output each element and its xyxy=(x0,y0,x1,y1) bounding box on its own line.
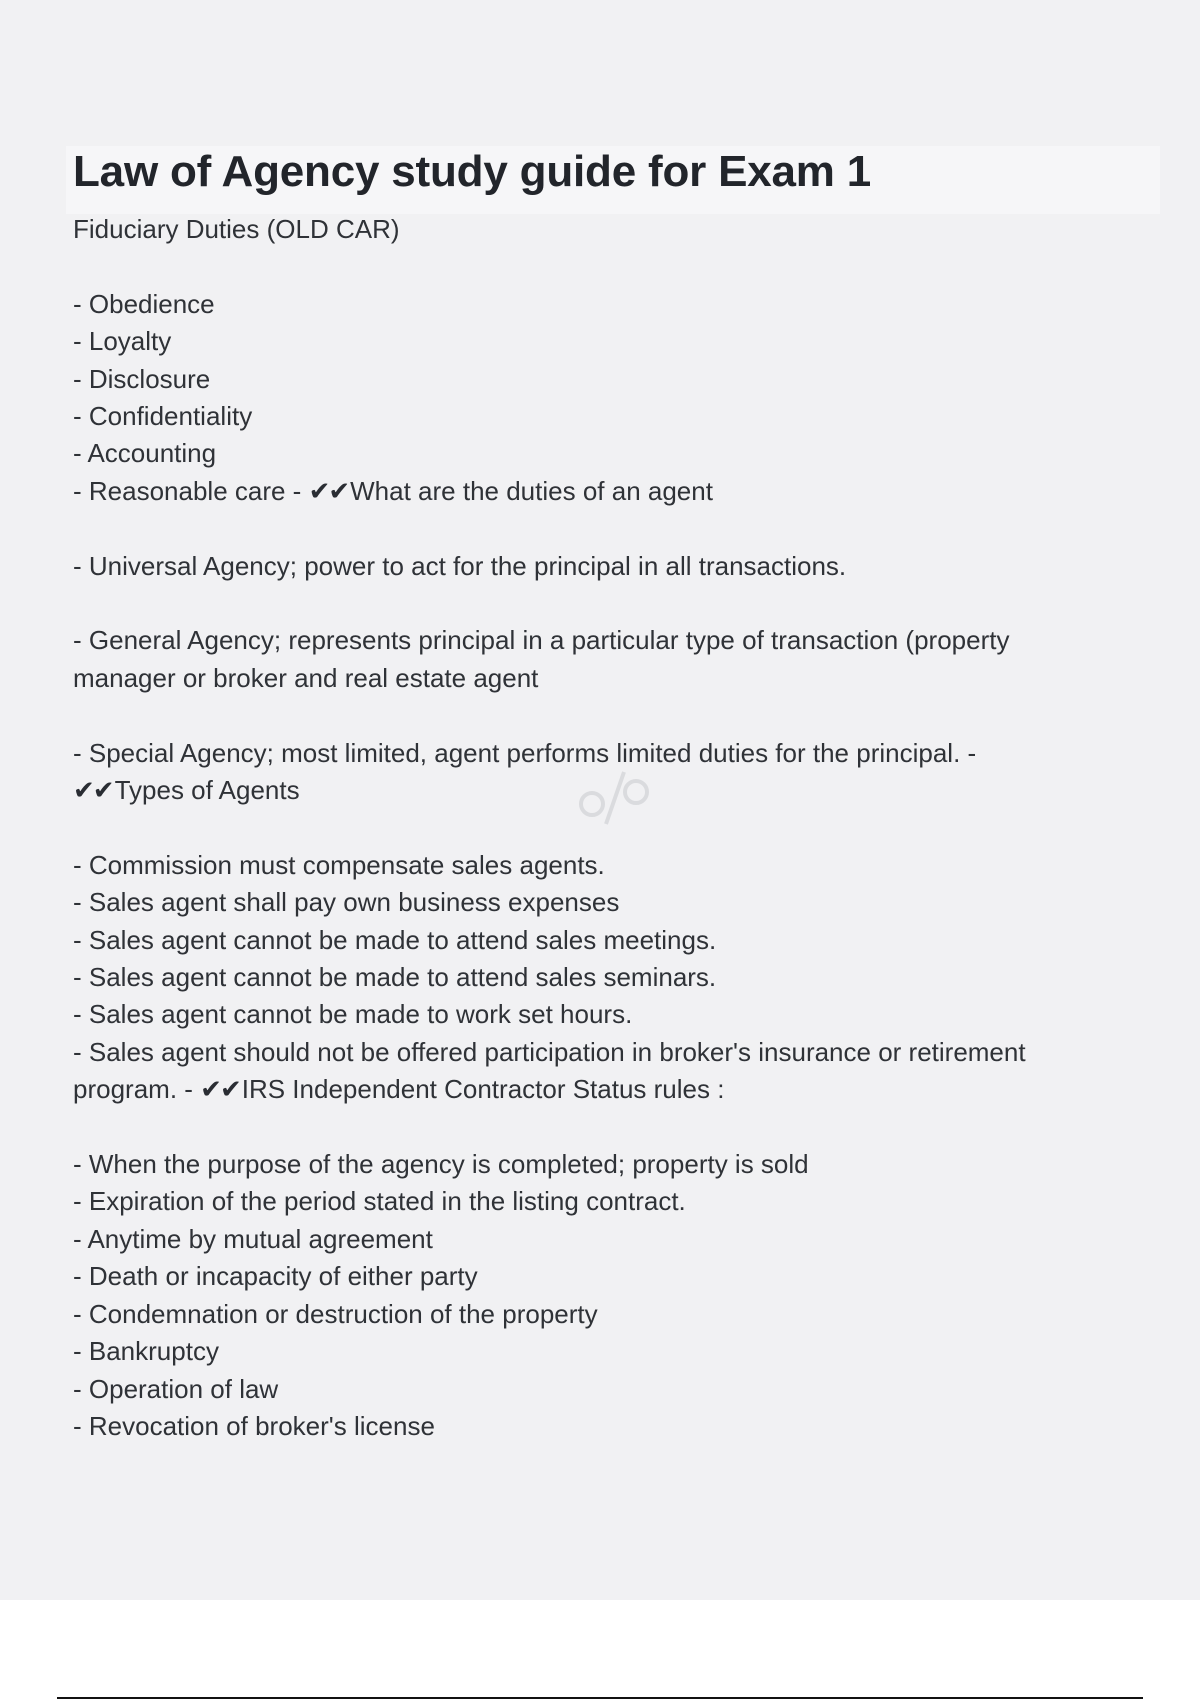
line-text: - Accounting xyxy=(73,438,217,469)
line-text: - Loyalty xyxy=(73,326,172,357)
line-text: - Death or incapacity of either party xyxy=(73,1261,478,1292)
double-check-icon: ✔✔ xyxy=(308,475,349,506)
percent-watermark-icon xyxy=(570,768,660,828)
text-line xyxy=(73,211,1133,248)
text-line xyxy=(73,1296,1133,1333)
line-text: - Bankruptcy xyxy=(73,1336,219,1367)
blank-line xyxy=(73,697,1133,734)
double-check-icon: ✔✔ xyxy=(73,775,113,806)
line-text: - Revocation of broker's license xyxy=(73,1410,435,1441)
text-line xyxy=(73,959,1133,996)
text-line xyxy=(73,1146,1133,1183)
line-text: - Obedience xyxy=(73,288,215,319)
question-prompt: Types of Agents xyxy=(114,775,300,806)
line-text: - General Agency; represents principal in a particular type of transaction (property xyxy=(73,625,1010,656)
blank-line xyxy=(73,248,1133,285)
document-title: Law of Agency study guide for Exam 1 xyxy=(73,147,871,196)
text-line xyxy=(73,1408,1133,1445)
text-line xyxy=(73,1221,1133,1258)
line-text: Fiduciary Duties (OLD CAR) xyxy=(73,214,400,244)
text-line xyxy=(73,286,1133,323)
question-prompt: What are the duties of an agent xyxy=(350,475,713,506)
line-text: - Universal Agency; power to act for the principal in all transactions. xyxy=(73,550,847,581)
line-text: - When the purpose of the agency is completed; property is sold xyxy=(73,1149,809,1180)
line-text: - Reasonable care - xyxy=(73,475,309,506)
text-line xyxy=(73,622,1133,659)
line-text: - Sales agent cannot be made to work set hours. xyxy=(73,999,633,1030)
text-line xyxy=(73,1258,1133,1295)
text-line xyxy=(73,398,1133,435)
text-line xyxy=(73,1371,1133,1408)
text-line xyxy=(73,323,1133,360)
document-body xyxy=(73,211,1133,1445)
line-text: - Sales agent should not be offered participation in broker's insurance or retirement xyxy=(73,1036,1026,1067)
text-line xyxy=(73,361,1133,398)
line-text: - Sales agent cannot be made to attend sales seminars. xyxy=(73,962,717,993)
text-line xyxy=(73,1071,1133,1108)
line-text: - Condemnation or destruction of the property xyxy=(73,1298,598,1329)
text-line xyxy=(73,884,1133,921)
blank-line xyxy=(73,585,1133,622)
line-text: - Special Agency; most limited, agent performs limited duties for the principal. - xyxy=(73,737,977,768)
text-line xyxy=(73,1333,1133,1370)
text-line xyxy=(73,922,1133,959)
line-text: - Sales agent shall pay own business expenses xyxy=(73,887,620,918)
line-text: program. - xyxy=(73,1074,201,1105)
text-line xyxy=(73,548,1133,585)
question-prompt: IRS Independent Contractor Status rules : xyxy=(241,1074,725,1105)
text-line xyxy=(73,1183,1133,1220)
footer-rule xyxy=(57,1697,1143,1699)
text-line xyxy=(73,847,1133,884)
line-text: - Disclosure xyxy=(73,363,211,394)
text-line xyxy=(73,996,1133,1033)
line-text: - Operation of law xyxy=(73,1373,279,1404)
text-line xyxy=(73,473,1133,510)
line-text: manager or broker and real estate agent xyxy=(73,662,539,693)
text-line xyxy=(73,735,1133,772)
line-text: - Sales agent cannot be made to attend sales meetings. xyxy=(73,924,717,955)
double-check-icon: ✔✔ xyxy=(200,1074,240,1105)
line-text: - Expiration of the period stated in the listing contract. xyxy=(73,1186,686,1217)
blank-line xyxy=(73,510,1133,547)
line-text: - Commission must compensate sales agents. xyxy=(73,849,605,880)
text-line xyxy=(73,660,1133,697)
text-line xyxy=(73,435,1133,472)
line-text: - Anytime by mutual agreement xyxy=(73,1223,433,1254)
blank-line xyxy=(73,1109,1133,1146)
text-line xyxy=(73,1034,1133,1071)
line-text: - Confidentiality xyxy=(73,401,253,432)
